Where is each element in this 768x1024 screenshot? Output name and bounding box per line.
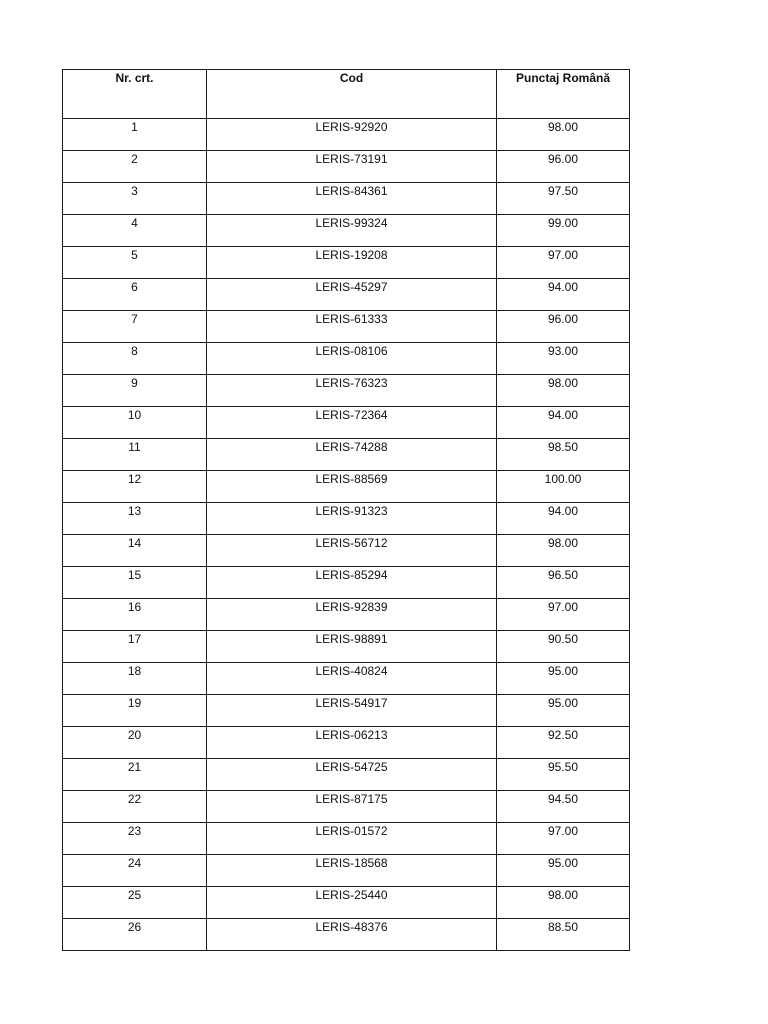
- cell-cod: LERIS-85294: [207, 567, 497, 599]
- cell-punctaj: 99.00: [497, 215, 630, 247]
- cell-cod: LERIS-25440: [207, 887, 497, 919]
- cell-nr-crt: 22: [63, 791, 207, 823]
- cell-punctaj: 97.00: [497, 247, 630, 279]
- cell-punctaj: 97.50: [497, 183, 630, 215]
- cell-cod: LERIS-91323: [207, 503, 497, 535]
- cell-cod: LERIS-74288: [207, 439, 497, 471]
- table-row: [63, 311, 630, 343]
- table-row: [63, 599, 630, 631]
- table-row: [63, 887, 630, 919]
- cell-punctaj: 90.50: [497, 631, 630, 663]
- cell-cod: LERIS-99324: [207, 215, 497, 247]
- cell-punctaj: 93.00: [497, 343, 630, 375]
- cell-punctaj: 98.00: [497, 887, 630, 919]
- header-row: [63, 70, 630, 119]
- cell-punctaj: 96.00: [497, 151, 630, 183]
- cell-nr-crt: 25: [63, 887, 207, 919]
- table-row: [63, 439, 630, 471]
- cell-nr-crt: 20: [63, 727, 207, 759]
- cell-cod: LERIS-87175: [207, 791, 497, 823]
- cell-cod: LERIS-92920: [207, 119, 497, 151]
- cell-cod: LERIS-40824: [207, 663, 497, 695]
- table-row: [63, 119, 630, 151]
- table-row: [63, 759, 630, 791]
- cell-cod: LERIS-61333: [207, 311, 497, 343]
- table-row: [63, 183, 630, 215]
- table-row: [63, 471, 630, 503]
- cell-punctaj: 98.50: [497, 439, 630, 471]
- cell-nr-crt: 24: [63, 855, 207, 887]
- cell-punctaj: 100.00: [497, 471, 630, 503]
- header-nr-crt: Nr. crt.: [63, 70, 207, 119]
- cell-punctaj: 96.50: [497, 567, 630, 599]
- table-header: [63, 70, 630, 119]
- cell-punctaj: 96.00: [497, 311, 630, 343]
- cell-punctaj: 98.00: [497, 535, 630, 567]
- cell-cod: LERIS-54917: [207, 695, 497, 727]
- table-row: [63, 727, 630, 759]
- cell-punctaj: 97.00: [497, 599, 630, 631]
- cell-nr-crt: 10: [63, 407, 207, 439]
- cell-cod: LERIS-73191: [207, 151, 497, 183]
- table-row: [63, 919, 630, 951]
- cell-punctaj: 94.00: [497, 407, 630, 439]
- cell-cod: LERIS-01572: [207, 823, 497, 855]
- cell-nr-crt: 14: [63, 535, 207, 567]
- results-table: [62, 69, 630, 951]
- cell-nr-crt: 6: [63, 279, 207, 311]
- cell-cod: LERIS-92839: [207, 599, 497, 631]
- cell-nr-crt: 7: [63, 311, 207, 343]
- cell-nr-crt: 16: [63, 599, 207, 631]
- cell-nr-crt: 11: [63, 439, 207, 471]
- cell-nr-crt: 8: [63, 343, 207, 375]
- table-row: [63, 631, 630, 663]
- cell-nr-crt: 4: [63, 215, 207, 247]
- cell-cod: LERIS-98891: [207, 631, 497, 663]
- cell-nr-crt: 2: [63, 151, 207, 183]
- table-row: [63, 535, 630, 567]
- cell-nr-crt: 15: [63, 567, 207, 599]
- cell-cod: LERIS-56712: [207, 535, 497, 567]
- cell-nr-crt: 1: [63, 119, 207, 151]
- header-cod: Cod: [207, 70, 497, 119]
- cell-cod: LERIS-72364: [207, 407, 497, 439]
- cell-cod: LERIS-08106: [207, 343, 497, 375]
- cell-cod: LERIS-76323: [207, 375, 497, 407]
- header-punctaj-romana: Punctaj Română: [497, 70, 630, 119]
- table-row: [63, 823, 630, 855]
- table-row: [63, 279, 630, 311]
- cell-cod: LERIS-18568: [207, 855, 497, 887]
- table-row: [63, 503, 630, 535]
- cell-nr-crt: 13: [63, 503, 207, 535]
- cell-nr-crt: 19: [63, 695, 207, 727]
- table-row: [63, 247, 630, 279]
- cell-punctaj: 95.50: [497, 759, 630, 791]
- cell-punctaj: 95.00: [497, 855, 630, 887]
- table-row: [63, 151, 630, 183]
- table-row: [63, 567, 630, 599]
- table-row: [63, 855, 630, 887]
- cell-cod: LERIS-48376: [207, 919, 497, 951]
- cell-cod: LERIS-19208: [207, 247, 497, 279]
- cell-punctaj: 94.00: [497, 279, 630, 311]
- cell-punctaj: 97.00: [497, 823, 630, 855]
- cell-nr-crt: 17: [63, 631, 207, 663]
- cell-nr-crt: 5: [63, 247, 207, 279]
- table-row: [63, 663, 630, 695]
- cell-punctaj: 95.00: [497, 695, 630, 727]
- table-row: [63, 407, 630, 439]
- cell-punctaj: 92.50: [497, 727, 630, 759]
- cell-punctaj: 94.50: [497, 791, 630, 823]
- table-row: [63, 215, 630, 247]
- cell-punctaj: 88.50: [497, 919, 630, 951]
- cell-cod: LERIS-88569: [207, 471, 497, 503]
- cell-cod: LERIS-06213: [207, 727, 497, 759]
- cell-punctaj: 98.00: [497, 375, 630, 407]
- cell-punctaj: 98.00: [497, 119, 630, 151]
- cell-nr-crt: 18: [63, 663, 207, 695]
- cell-nr-crt: 12: [63, 471, 207, 503]
- cell-punctaj: 94.00: [497, 503, 630, 535]
- table-row: [63, 695, 630, 727]
- cell-nr-crt: 9: [63, 375, 207, 407]
- cell-nr-crt: 3: [63, 183, 207, 215]
- table-row: [63, 791, 630, 823]
- cell-nr-crt: 21: [63, 759, 207, 791]
- table-row: [63, 375, 630, 407]
- cell-nr-crt: 23: [63, 823, 207, 855]
- cell-cod: LERIS-84361: [207, 183, 497, 215]
- cell-punctaj: 95.00: [497, 663, 630, 695]
- table-row: [63, 343, 630, 375]
- cell-cod: LERIS-54725: [207, 759, 497, 791]
- cell-cod: LERIS-45297: [207, 279, 497, 311]
- cell-nr-crt: 26: [63, 919, 207, 951]
- table-body: [63, 119, 630, 951]
